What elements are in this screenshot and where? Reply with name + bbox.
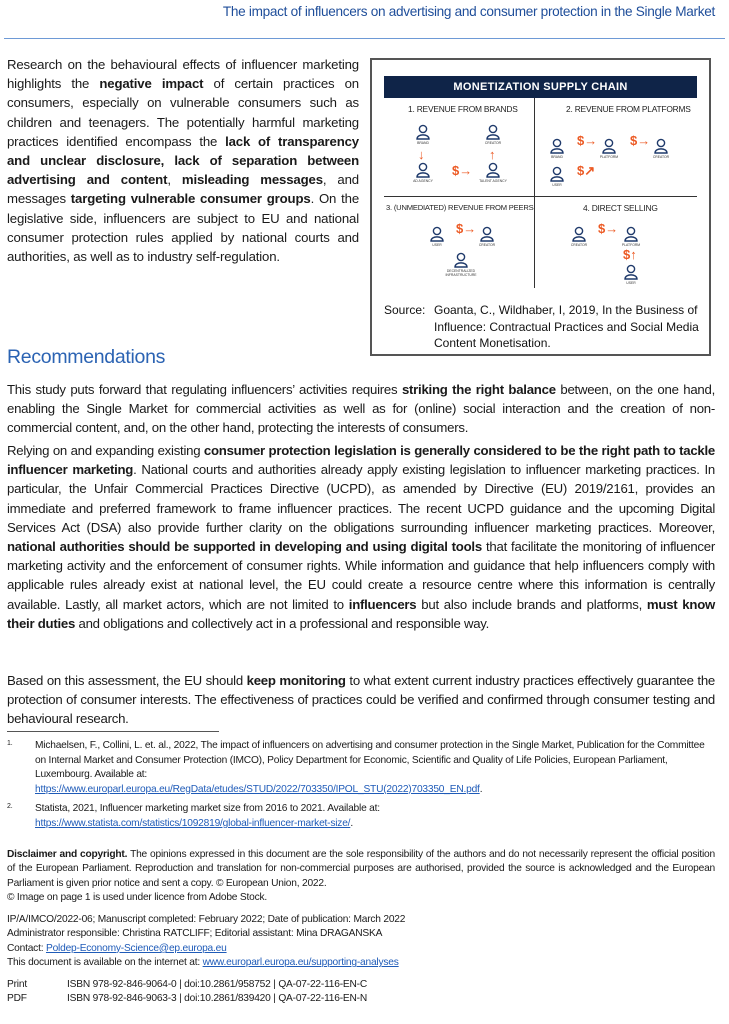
section-heading-recommendations: Recommendations xyxy=(7,346,166,368)
meta-internet xyxy=(7,956,715,970)
node-creator: CREATOR xyxy=(470,226,504,247)
person-icon xyxy=(485,162,501,178)
footnote-divider xyxy=(7,731,219,732)
footnote-punctuation: . xyxy=(479,783,483,795)
paragraph-text: and obligations and collectively act in a professional and responsible way. xyxy=(75,615,490,631)
paragraph-bold: must know their duties xyxy=(7,596,716,631)
person-icon xyxy=(485,124,501,140)
arrow-dollar-right: $→ xyxy=(456,221,477,236)
node-platform: PLATFORM xyxy=(592,138,626,159)
node-creator: CREATOR xyxy=(562,226,596,247)
paragraph-text: . National courts and authorities already apply existing legislation to influencer marketing practices. In particular, the Unfair Commercial Practices Directive (UCPD), as amended by Directive (EU) 2019/2161, provides an immediate and preferred framework to frame influencer practices. The recent UCPD guidance and the upcoming Digital Services Act (DSA) also provide further clarity on the obligations surrounding influencer marketing practices. Moreover, xyxy=(7,462,715,535)
contact-email-link[interactable]: Poldep-Economy-Science@ep.europa.eu xyxy=(45,942,227,954)
footnote-punctuation: . xyxy=(350,817,353,829)
person-icon xyxy=(623,264,639,280)
intro-text: , and messages xyxy=(7,172,359,207)
quadrant-2-title: 2. REVENUE FROM PLATFORMS xyxy=(566,104,691,114)
figure-divider-horizontal xyxy=(384,196,697,197)
isbn-block xyxy=(7,978,715,1007)
quadrant-4-title: 4. DIRECT SELLING xyxy=(583,203,658,213)
quadrant-1-title: 1. REVENUE FROM BRANDS xyxy=(408,104,518,114)
arrow-dollar-right: $→ xyxy=(452,163,473,178)
footnote-link[interactable]: https://www.europarl.europa.eu/RegData/etudes/STUD/2022/703350/IPOL_STU(2022)703350_EN.pdf xyxy=(35,783,480,795)
footnote-number: 2. xyxy=(7,803,13,811)
disclaimer-heading: Disclaimer and copyright. xyxy=(7,849,128,860)
paragraph-text: Based on this assessment, the EU should xyxy=(7,673,247,688)
internet-label: This document is available on the internet at: xyxy=(7,957,203,969)
footnote-text: Statista, 2021, Influencer marketing market size from 2016 to 2021. Available at: xyxy=(35,803,380,815)
intro-text: Research on the behavioural effects of influencer marketing highlights the xyxy=(7,57,359,92)
recommendation-paragraph-2 xyxy=(7,441,715,633)
paragraph-text: between, on the one hand, enabling the Single Market for commercial activities as well as for (online) social interaction and the creation of non-commercial content, and, on the other hand, protecting the interests of consumers. xyxy=(7,382,715,436)
intro-text: of certain practices on consumers, especially on vulnerable consumers such as children and teenagers. The potentially harmful marketing practices identified encompass the xyxy=(7,76,359,149)
contact-label: Contact: xyxy=(7,942,46,954)
arrow-dollar-up: $↑ xyxy=(623,247,637,262)
arrow-up: ↑ xyxy=(489,147,496,162)
node-brand: BRAND xyxy=(406,124,440,145)
intro-text: , xyxy=(167,172,182,188)
node-creator: CREATOR xyxy=(644,138,678,159)
intro-text: . On the legislative side, influencers are subject to EU and national consumer protection rules applied by national courts and authorities, as well as to industry self-regulation. xyxy=(7,191,360,265)
isbn-row-print xyxy=(7,978,715,992)
figure-source xyxy=(384,302,706,352)
source-citation: Goanta, C., Wildhaber, I, 2019, In the Business of Influence: Contractual Practices and Social Media Content Monetisation. xyxy=(434,303,699,350)
footnote-text: Michaelsen, F., Collini, L. et. al., 2022, The impact of influencers on advertising and consumer protection in the Single Market, Publication for the Committee on Internal Market and Consumer Protection (IMCO), Policy Department for Economic, Scientific and Quality of Life Policies, European Parliament, Luxembourg. Available at: xyxy=(35,740,705,781)
meta-administrator: Administrator responsible: Christina RATCLIFF; Editorial assistant: Mina DRAGANSKA xyxy=(7,928,383,940)
meta-reference: IP/A/IMCO/2022-06; Manuscript completed: February 2022; Date of publication: March 2022 xyxy=(7,914,406,925)
node-user: USER xyxy=(420,226,454,247)
supporting-analyses-link[interactable]: www.europarl.europa.eu/supporting-analyses xyxy=(202,957,399,969)
paragraph-bold: consumer protection legislation is generally considered to be the right path to tackle influencer marketing xyxy=(7,443,715,478)
running-header-title: The impact of influencers on advertising and consumer protection in the Single Market xyxy=(222,4,715,19)
paragraph-text: to what extent current industry practices effectively guarantee the protection of consumer interests. The effectiveness of practices could be verified and confirmed through consumer testing and behavioural research. xyxy=(7,673,715,727)
node-brand: BRAND xyxy=(540,138,574,159)
paragraph-bold: striking the right balance xyxy=(401,382,556,397)
recommendation-paragraph-1 xyxy=(7,380,715,438)
footnote-link[interactable]: https://www.statista.com/statistics/1092819/global-influencer-market-size/ xyxy=(35,817,351,829)
node-creator: CREATOR xyxy=(476,124,510,145)
node-ad-agency: AD AGENCY xyxy=(406,162,440,183)
intro-bold: targeting vulnerable consumer groups xyxy=(70,191,311,207)
isbn-label: Print xyxy=(7,979,27,990)
person-icon xyxy=(549,166,565,182)
intro-bold: lack of transparency and unclear disclosure, lack of separation between advertising and content xyxy=(7,133,359,188)
person-icon xyxy=(601,138,617,154)
isbn-row-pdf xyxy=(7,992,715,1006)
disclaimer-text: The opinions expressed in this document are the sole responsibility of the authors and do not necessarily represent the official position of the European Parliament. Reproduction and translation for non-commercial purposes are authorised, provided the source is acknowledged and the European Parliament is given prior notice and sent a copy. © European Union, 2022. xyxy=(7,849,715,889)
image-credit: © Image on page 1 is used under licence from Adobe Stock. xyxy=(7,892,268,904)
paragraph-text: Relying on and expanding existing xyxy=(7,443,204,458)
isbn-value: ISBN 978-92-846-9063-3 | doi:10.2861/839420 | QA-07-22-116-EN-N xyxy=(67,993,368,1005)
footnote-number: 1. xyxy=(7,740,13,747)
intro-paragraph xyxy=(7,55,359,266)
footnote-1 xyxy=(7,739,715,797)
arrow-dollar-right: $→ xyxy=(630,133,651,148)
source-label: Source: xyxy=(384,303,426,317)
paragraph-bold: influencers xyxy=(348,596,417,612)
paragraph-text: that facilitate the monitoring of influencer marketing activity and the enforcement of consumer rights. While information and guidance that help influencers comply with applicable rules already exist at national level, the EU could create a resource centre where this information is centrally available. Lastly, all market actors, which are not limited to xyxy=(7,539,715,612)
person-icon xyxy=(571,226,587,242)
node-user: USER xyxy=(540,166,574,187)
paragraph-bold: keep monitoring xyxy=(246,673,346,688)
recommendation-paragraph-3 xyxy=(7,671,715,729)
figure-divider-vertical xyxy=(534,98,535,288)
monetization-figure xyxy=(370,58,711,356)
header-divider xyxy=(4,38,725,39)
person-icon xyxy=(415,124,431,140)
isbn-label: PDF xyxy=(7,993,27,1005)
arrow-down: ↓ xyxy=(418,147,425,162)
node-decentralized-infrastructure: DECENTRALIZED INFRASTRUCTURE xyxy=(444,252,478,277)
person-icon xyxy=(479,226,495,242)
node-talent-agency: TALENT AGENCY xyxy=(476,162,510,183)
publication-meta xyxy=(7,913,715,971)
arrow-dollar-diagonal: $↗ xyxy=(577,163,596,178)
person-icon xyxy=(653,138,669,154)
footnote-2 xyxy=(7,802,715,831)
paragraph-text: This study puts forward that regulating influencers’ activities requires xyxy=(7,382,402,397)
quadrant-3-title: 3. (UNMEDIATED) REVENUE FROM PEERS xyxy=(386,203,534,212)
intro-bold: misleading messages xyxy=(181,172,323,188)
intro-bold: negative impact xyxy=(99,76,204,92)
arrow-dollar-right: $→ xyxy=(577,133,598,148)
person-icon xyxy=(623,226,639,242)
paragraph-text: but also include brands and platforms, xyxy=(416,596,647,612)
person-icon xyxy=(453,252,469,268)
isbn-value: ISBN 978-92-846-9064-0 | doi:10.2861/958752 | QA-07-22-116-EN-C xyxy=(67,979,368,990)
disclaimer xyxy=(7,848,715,906)
person-icon xyxy=(429,226,445,242)
meta-contact xyxy=(7,942,715,956)
footnotes xyxy=(7,739,715,837)
paragraph-bold: national authorities should be supported in developing and using digital tools xyxy=(7,539,482,555)
node-platform: PLATFORM xyxy=(614,226,648,247)
figure-title: MONETIZATION SUPPLY CHAIN xyxy=(384,76,697,98)
node-user: USER xyxy=(614,264,648,285)
person-icon xyxy=(415,162,431,178)
person-icon xyxy=(549,138,565,154)
arrow-dollar-right: $→ xyxy=(598,221,619,236)
